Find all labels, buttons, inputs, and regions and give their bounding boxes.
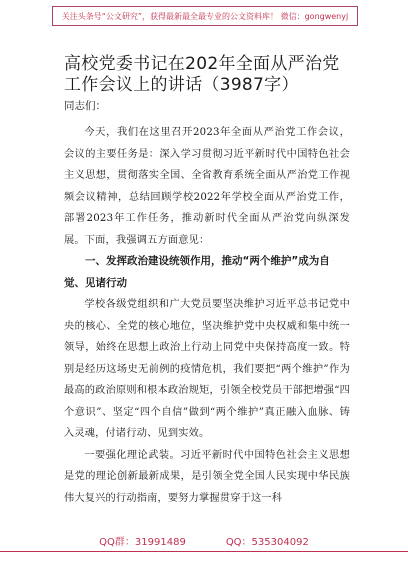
paragraph: 学校各级党组织和广大党员要坚决维护习近平总书记党中央的核心、全党的核心地位，坚决维护党中央权威和集中统一领导，始终在思想上政治上行动上同党中央保持高度一致。特别是经历这场史无前例的疫情危机，我们要把“两个维护”作为最高的政治原则和根本政治规矩，引领全校党员干部把增强“四个意识”、坚定“四个自信”做到“两个维护”真正融入血脉、铸入灵魂，付诸行动、见到实效。	[64, 299, 350, 439]
contact-footer	[0, 533, 408, 552]
promo-banner-text: 关注头条号“公文研究”，获得最新最全最专业的公文资料库！ 微信：gongwenyj	[61, 11, 349, 21]
paragraph: 一要强化理论武装。习近平新时代中国特色社会主义思想是党的理论创新最新成果，是引领全党全国人民实现中华民族伟大复兴的行动指南，要努力掌握贯穿于这一科	[64, 449, 350, 504]
qq-group-number: QQ群：31991489	[99, 537, 186, 548]
section-heading: 一、发挥政治建设统领作用，推动“两个维护”成为自觉、见诸行动	[64, 255, 330, 289]
document-title: 高校党委书记在202年全面从严治党工作会议上的讲话（3987字）	[64, 54, 340, 95]
paragraph: 今天，我们在这里召开2023年全面从严治党工作会议，会议的主要任务是：深入学习贯彻习近平新时代中国特色社会主义思想，贯彻落实全国、全省教育系统全面从严治党工作视频会议精神，总结回顾学校2022年学校全面从严治党工作，部署2023年工作任务，推动新时代全面从严治党向纵深发展。下面，我强调五方面意见：	[64, 127, 350, 246]
document-body	[64, 54, 350, 509]
salutation: 同志们：	[64, 100, 106, 112]
promo-banner	[52, 6, 358, 26]
qq-contact-number: QQ：535304092	[225, 537, 309, 548]
